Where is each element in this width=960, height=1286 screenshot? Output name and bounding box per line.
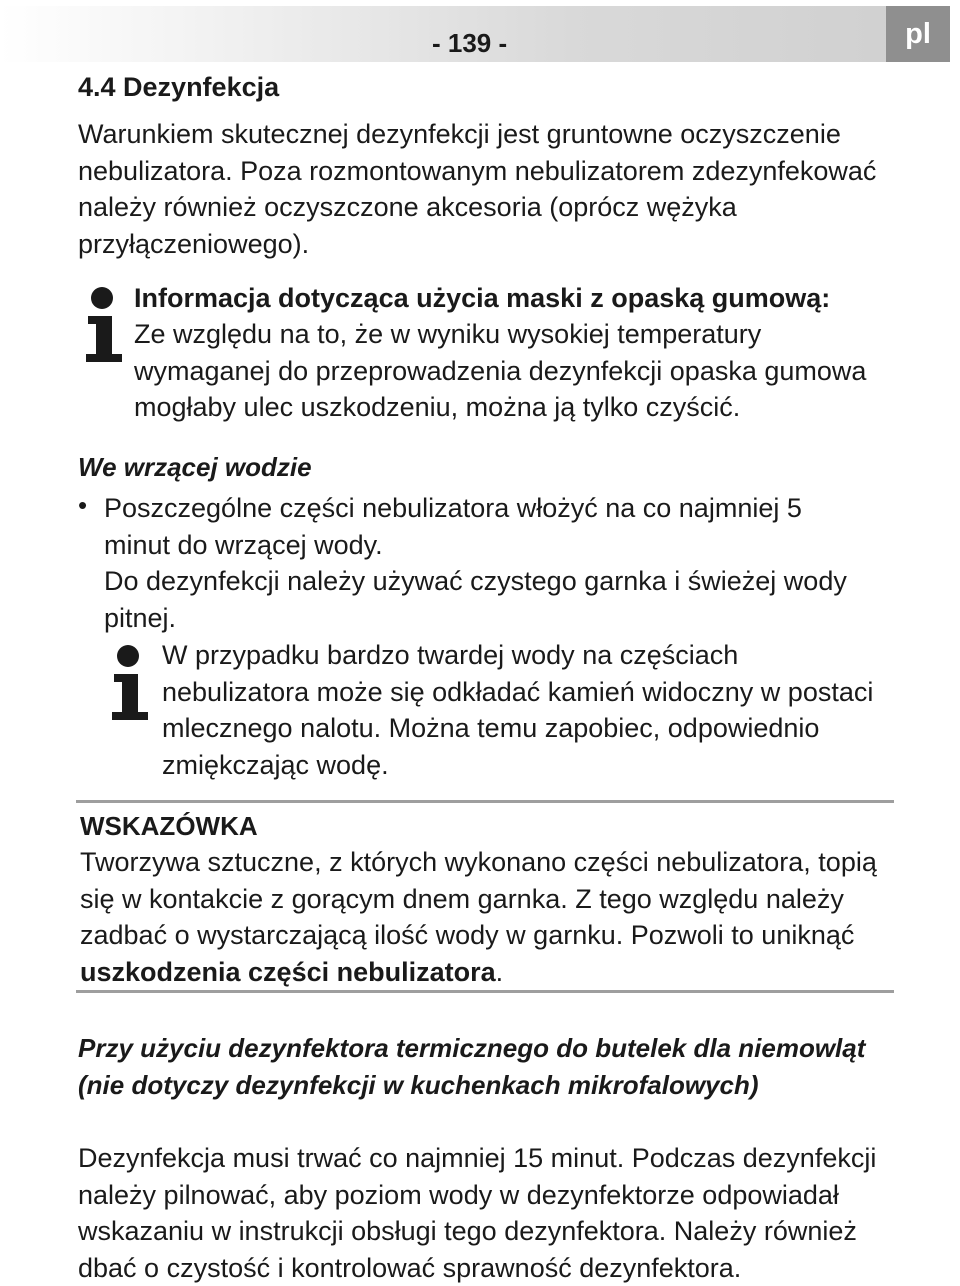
warning-emphasis: uszkodzenia części nebulizatora bbox=[80, 956, 496, 987]
language-tab: pl bbox=[886, 6, 950, 62]
intro-paragraph: Warunkiem skutecznej dezynfekcji jest gruntowne oczyszczenie nebulizatora. Poza rozmontowanym nebulizatorem zdezynfekować należy również oczyszczone akcesoria (oprócz wężyka przyłączeniowego). bbox=[78, 119, 877, 259]
section-title: 4.4 Dezynfekcja bbox=[78, 72, 280, 102]
warning-bottom-rule bbox=[76, 990, 894, 993]
bullet-marker: • bbox=[78, 490, 88, 520]
boiling-heading: We wrzącej wodzie bbox=[78, 452, 312, 482]
warning-text-end: . bbox=[495, 956, 504, 987]
thermal-heading: Przy użyciu dezynfektora termicznego do butelek dla niemowląt (nie dotyczy dezynfekcji w kuchenkach mikrofalowych) bbox=[78, 1033, 866, 1100]
mask-info-heading: Informacja dotycząca użycia maski z opaską gumową: bbox=[134, 283, 831, 313]
boiling-instruction: Poszczególne części nebulizatora włożyć na co najmniej 5 minut do wrzącej wody. bbox=[104, 493, 802, 560]
page-number: - 139 - bbox=[432, 28, 508, 58]
thermal-text: Dezynfekcja musi trwać co najmniej 15 minut. Podczas dezynfekcji należy pilnować, aby poziom wody w dezynfektorze odpowiadał wskazaniu w instrukcji obsługi tego dezynfektora. Należy również dbać o czystość i kontrolować sprawność dezynfektora. bbox=[78, 1143, 877, 1283]
info-icon bbox=[80, 286, 128, 366]
warning-text-body: Tworzywa sztuczne, z których wykonano części nebulizatora, topią się w kontakcie z gorącym dnem garnka. Z tego względu należy zadbać o wystarczającą ilość wody w garnku. Pozwoli to uniknąć bbox=[80, 847, 877, 950]
warning-top-rule bbox=[76, 800, 894, 803]
hard-water-info-text: W przypadku bardzo twardej wody na częściach nebulizatora może się odkładać kamień widoczny w postaci mlecznego nalotu. Można temu zapobiec, odpowiednio zmiękczając wodę. bbox=[162, 640, 874, 780]
warning-label: WSKAZÓWKA bbox=[80, 811, 258, 841]
boiling-note: Do dezynfekcji należy używać czystego garnka i świeżej wody pitnej. bbox=[104, 566, 847, 633]
warning-text bbox=[80, 844, 895, 990]
info-icon bbox=[106, 644, 154, 724]
mask-info-text: Ze względu na to, że w wyniku wysokiej temperatury wymaganej do przeprowadzenia dezynfekcji opaska gumowa mogłaby ulec uszkodzeniu, można ją tylko czyścić. bbox=[134, 319, 867, 422]
